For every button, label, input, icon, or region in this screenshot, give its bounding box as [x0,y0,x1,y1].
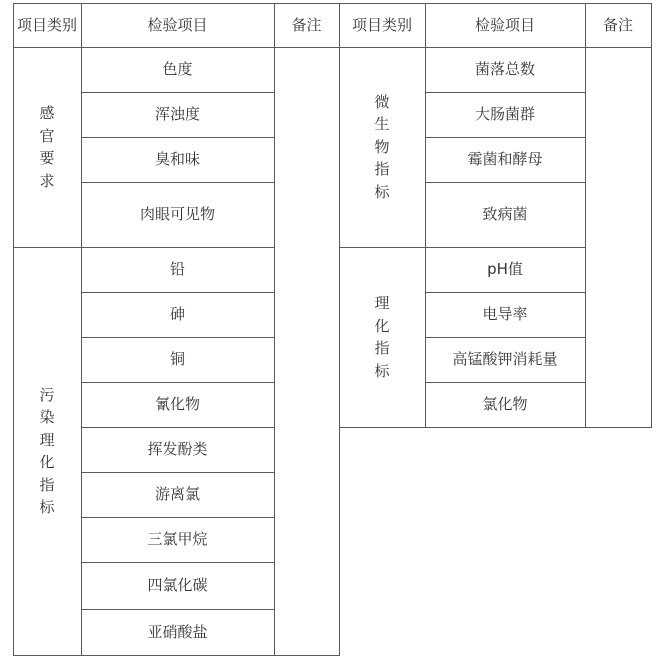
left-category-cell [13,247,81,655]
category-char: 生 [374,115,390,134]
category-char: 标 [39,498,55,516]
table-border [339,3,340,656]
table-border [81,182,274,183]
category-char: 指 [374,160,390,179]
left-item-cell: 肉眼可见物 [139,205,215,223]
header-category-left: 项目类别 [16,15,77,34]
table-border [274,3,275,656]
table-border [81,137,274,138]
left-item-cell: 三氯甲烷 [147,530,208,548]
right-item-cell: 电导率 [482,305,528,323]
table-border [13,655,340,656]
table-border [81,92,274,93]
table-border [81,427,274,428]
category-char: 标 [374,361,390,380]
table-border [13,47,652,48]
right-item-cell: 霉菌和酵母 [467,150,543,168]
table-border [339,247,425,248]
left-item-cell: 色度 [162,60,193,78]
table-border [425,137,585,138]
table-border [81,247,274,248]
left-item-cell: 铜 [169,350,185,368]
table-border [81,609,274,610]
left-item-cell: 四氯化碳 [147,576,208,594]
right-item-cell: pH值 [487,260,523,278]
category-char: 指 [374,339,390,357]
left-item-cell: 挥发酚类 [147,440,208,458]
table-border [425,292,585,293]
left-item-cell: 游离氯 [154,485,200,503]
left-item-cell: 砷 [169,305,185,323]
right-item-cell: 氯化物 [482,395,528,413]
table-border [81,472,274,473]
right-item-cell: 致病菌 [482,205,528,223]
right-item-cell: 菌落总数 [474,60,535,78]
left-category-cell [13,47,81,247]
category-char: 要 [39,149,55,167]
left-item-cell: 浑浊度 [154,105,200,123]
table-border [81,337,274,338]
category-char: 官 [39,126,55,145]
category-char: 求 [39,171,55,190]
left-item-cell: 氰化物 [154,395,200,413]
table-border [13,3,652,4]
header-remark-left: 备注 [291,15,322,34]
table-border [13,247,81,248]
table-border [425,92,585,93]
header-category-right: 项目类别 [351,15,412,34]
category-char: 物 [374,137,390,156]
left-item-cell: 铅 [169,260,185,278]
table-border [81,517,274,518]
right-category-cell [339,47,425,247]
table-border [339,427,652,428]
category-char: 理 [39,430,55,449]
table-border [651,3,652,428]
table-border [425,182,585,183]
table-border [81,382,274,383]
category-char: 指 [39,475,55,494]
category-char: 感 [39,104,55,122]
table-border [81,3,82,656]
category-char: 染 [39,408,55,426]
category-char: 化 [39,453,55,471]
table-border [13,3,14,656]
category-char: 理 [374,294,390,312]
header-item-left: 检验项目 [147,15,208,34]
header-remark-right: 备注 [602,15,633,34]
left-item-cell: 亚硝酸盐 [147,622,208,641]
left-item-cell: 臭和味 [154,150,200,168]
category-char: 微 [374,92,390,111]
table-border [425,3,426,428]
table-border [425,382,585,383]
right-item-cell: 高锰酸钾消耗量 [452,350,558,368]
category-char: 污 [39,385,55,404]
table-border [425,247,585,248]
table-border [81,562,274,563]
table-border [585,3,586,428]
right-category-cell [339,247,425,427]
category-char: 化 [374,316,390,335]
category-char: 标 [374,182,390,201]
right-item-cell: 大肠菌群 [474,105,535,123]
header-item-right: 检验项目 [474,15,535,34]
table-border [81,292,274,293]
table-border [425,337,585,338]
